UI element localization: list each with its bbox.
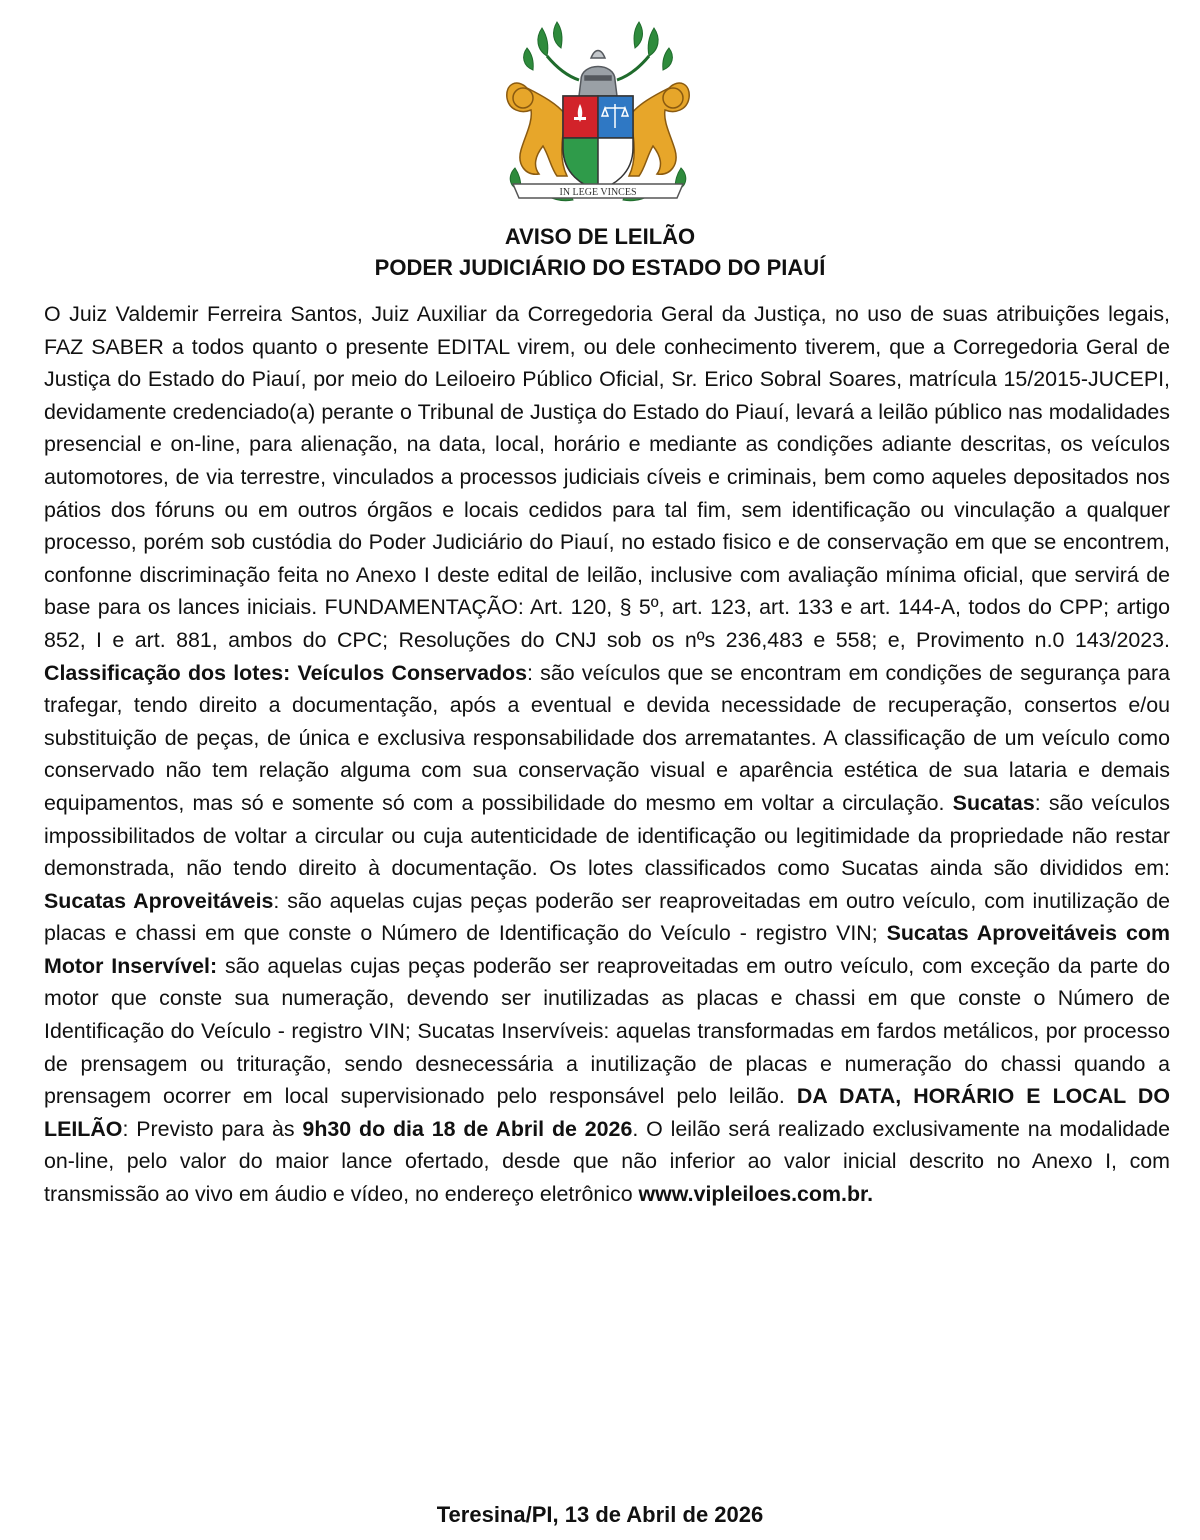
notice-body [44,298,1170,1211]
motto-text: IN LEGE VINCES [559,187,637,198]
body-paragraph-text: : são veículos impossibilitados de voltar a circular ou cuja autenticidade de identificação ou legitimidade da propriedade não restar demonstrada, não tendo direito à documentação. Os lotes classificados como Sucatas ainda são divididos em: [44,790,1170,881]
auction-datetime: 9h30 do dia 18 de Abril de 2026 [302,1116,633,1141]
lot-classification-heading: Classificação dos lotes: Veículos Conservados [44,660,528,685]
body-paragraph-text: . O leilão será realizado exclusivamente na modalidade on-line, pelo valor do maior lance ofertado, desde que não inferior ao valor inicial descrito no Anexo I, com transmissão ao vivo em áudio e vídeo, no endereço eletrônico [44,1116,1170,1207]
scrap-heading: Sucatas [952,790,1035,815]
shield-icon [563,96,633,190]
motto-ribbon [513,184,683,198]
body-paragraph-text: são aquelas cujas peças poderão ser reaproveitadas em outro veículo, com exceção da parte do motor que conste sua numeração, devendo ser inutilizadas as placas e chassi em que conste o Número de Identificação do Veículo - registro VIN; Sucatas Inservíveis: aquelas transformadas em fardos metálicos, por processo de prensagem ou trituração, sendo desnecessária a inutilização de placas e numeração do chassi quando a prensagem ocorrer em local supervisionado pelo responsável pelo leilão. [44,953,1170,1109]
lion-supporter-right-icon [629,83,689,176]
body-paragraph-text: : são aquelas cujas peças poderão ser reaproveitadas em outro veículo, com inutilização de placas e chassi em que conste o Número de Identificação do Veículo - registro VIN; [44,888,1171,946]
tjpi-coat-of-arms [487,18,709,208]
notice-subtitle: PODER JUDICIÁRIO DO ESTADO DO PIAUÍ [374,255,826,280]
notice-title: AVISO DE LEILÃO [504,224,696,249]
body-paragraph-text: O Juiz Valdemir Ferreira Santos, Juiz Auxiliar da Corregedoria Geral da Justiça, no uso de suas atribuições legais, FAZ SABER a todos quanto o presente EDITAL virem, ou dele conhecimento tiverem, que a Corregedoria Geral de Justiça do Estado do Piauí, por meio do Leiloeiro Público Oficial, Sr. Erico Sobral Soares, matrícula 15/2015-JUCEPI, devidamente credenciado(a) perante o Tribunal de Justiça do Estado do Piauí, levará a leilão público nas modalidades presencial e on-line, para alienação, na data, local, horário e mediante as condições adiante descritas, os veículos automotores, de via terrestre, vinculados a processos judiciais cíveis e criminais, bem como aqueles depositados nos pátios dos fóruns ou em outros órgãos e locais cedidos para tal fim, sem identificação ou vinculação a qualquer processo, porém sob custódia do Poder Judiciário do Piauí, no estado fisico e de conservação em que se encontrem, confonne discriminação feita no Anexo I deste edital de leilão, inclusive com avaliação mínima oficial, que servirá de base para os lances iniciais. FUNDAMENTAÇÃO: Art. 120, § 5º, art. 123, art. 133 e art. 144-A, todos do CPP; artigo 852, I e art. 881, ambos do CPC; Resoluções do CNJ sob os nºs 236,483 e 558; e, Provimento n.0 143/2023. [44,302,1170,652]
lion-supporter-left-icon [507,83,567,176]
usable-scrap-heading: Sucatas Aproveitáveis [44,888,274,913]
place-and-date: Teresina/PI, 13 de Abril de 2026 [436,1502,764,1527]
body-paragraph-text: : Previsto para às [122,1116,303,1141]
auction-date-location-heading: DA DATA, HORÁRIO E LOCAL DO LEILÃO [44,1084,1170,1141]
auction-website-link[interactable]: www.vipleiloes.com.br. [638,1182,874,1207]
body-paragraph-text: : são veículos que se encontram em condições de segurança para trafegar, tendo direito a documentação, após a eventual e devida necessidade de recuperação, consertos e/ou substituição de peças, de única e exclusiva responsabilidade dos arrematantes. A classificação de um veículo como conservado não tem relação alguma com sua conservação visual e aparência estética de sua lataria e demais equipamentos, mas só e somente só com a possibilidade do mesmo em voltar a circulação. [44,660,1170,815]
notice-heading [0,221,1200,283]
usable-scrap-unusable-engine-heading: Sucatas Aproveitáveis com Motor Inservível: [44,921,1170,978]
helmet-icon [579,51,617,97]
